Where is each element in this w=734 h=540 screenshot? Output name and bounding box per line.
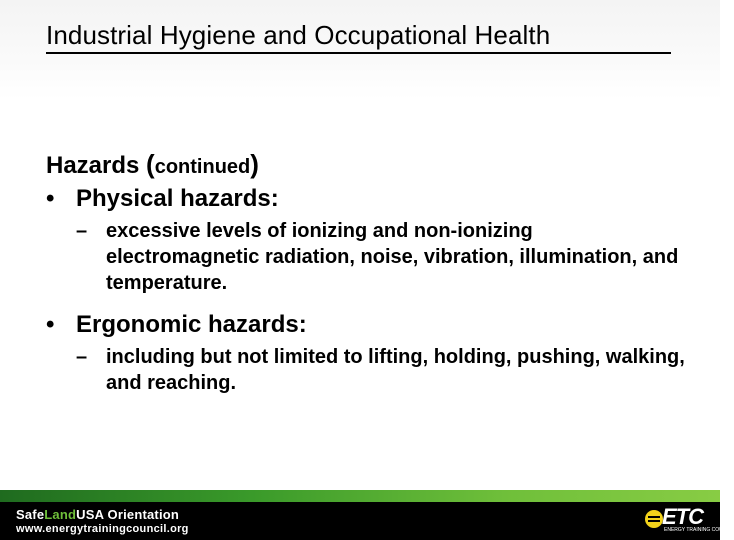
footer-bar [0,490,720,540]
logo-subtext: ENERGY TRAINING COUNCIL [664,527,734,533]
bullet-marker: • [46,311,55,338]
etc-logo [644,504,734,534]
footer-url: www.energytrainingcouncil.org [16,523,189,535]
sub-bullet-marker: – [76,346,88,368]
etc-emblem-icon [644,506,664,532]
slide-content [46,148,686,396]
spacer [46,296,686,308]
sub-bullet-text: including but not limited to lifting, holding, pushing, walking, and reaching. [106,346,685,394]
footer-brand [16,507,179,522]
brand-safe: Safe [16,507,45,522]
bullet-ergonomic-hazards [46,310,686,340]
brand-land: Land [44,507,77,522]
slide-title: Industrial Hygiene and Occupational Health [46,18,671,54]
bullet-text: Physical hazards: [76,185,279,212]
bullet-marker: • [46,185,55,212]
bullet-physical-hazards [46,184,686,214]
bullet-text: Ergonomic hazards: [76,311,307,338]
sub-bullet-text: excessive levels of ionizing and non-ionizing electromagnetic radiation, noise, vibration, illumination, and temperature. [106,220,679,294]
heading-continued: continued [154,156,251,178]
footer-green-stripe [0,490,720,502]
heading-open-paren: ( [146,149,155,179]
brand-usa-orientation: USA Orientation [76,507,180,522]
heading-main: Hazards [46,152,147,179]
heading-close-paren: ) [250,149,259,179]
logo-text: ETC [662,504,703,529]
section-heading [46,148,686,182]
sub-bullet-marker: – [76,220,88,242]
sub-bullet-physical [46,218,686,296]
sub-bullet-ergonomic [46,344,686,396]
